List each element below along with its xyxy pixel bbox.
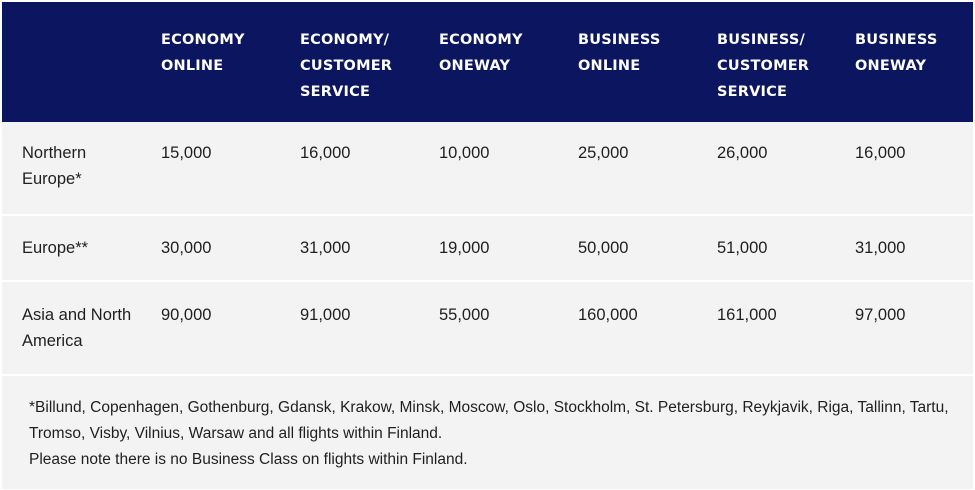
header-economy-customer-service: ECONOMY/ CUSTOMER SERVICE [300,32,393,100]
points-value: 51,000 [717,239,768,257]
points-value: 90,000 [161,306,212,324]
points-value: 26,000 [717,144,768,162]
points-value: 97,000 [855,306,906,324]
points-value: 15,000 [161,144,212,162]
points-value: 50,000 [578,239,629,257]
points-value: 160,000 [578,306,638,324]
points-value: 16,000 [300,144,351,162]
header-business-online: BUSINESS ONLINE [578,32,661,74]
footnote [2,376,973,473]
header-economy-online: ECONOMY ONLINE [161,32,245,74]
footnote-destinations: *Billund, Copenhagen, Gothenburg, Gdansk, Krakow, Minsk, Moscow, Oslo, Stockholm, St. Petersburg, Reykjavik, Riga, Tallinn, Tartu, Tromso, Visby, Vilnius, Warsaw and all flights within Finland. [29,399,949,442]
points-value: 25,000 [578,144,629,162]
table-row [2,216,973,282]
header-economy-oneway: ECONOMY ONEWAY [439,32,523,74]
points-value: 31,000 [855,239,906,257]
points-value: 161,000 [717,306,777,324]
points-value: 55,000 [439,306,490,324]
points-value: 19,000 [439,239,490,257]
header-business-customer-service: BUSINESS/ CUSTOMER SERVICE [717,32,810,100]
award-points-table [2,2,973,489]
points-value: 31,000 [300,239,351,257]
region-label: Northern Europe* [22,144,87,188]
footnote-business-class-note: Please note there is no Business Class on flights within Finland. [29,451,468,468]
table-row [2,282,973,376]
points-value: 16,000 [855,144,906,162]
points-value: 91,000 [300,306,351,324]
header-business-oneway: BUSINESS ONEWAY [855,32,938,74]
points-value: 30,000 [161,239,212,257]
region-label: Europe** [22,239,89,257]
points-value: 10,000 [439,144,490,162]
table-row [2,122,973,216]
table-header [2,2,973,122]
region-label: Asia and North America [22,306,132,350]
